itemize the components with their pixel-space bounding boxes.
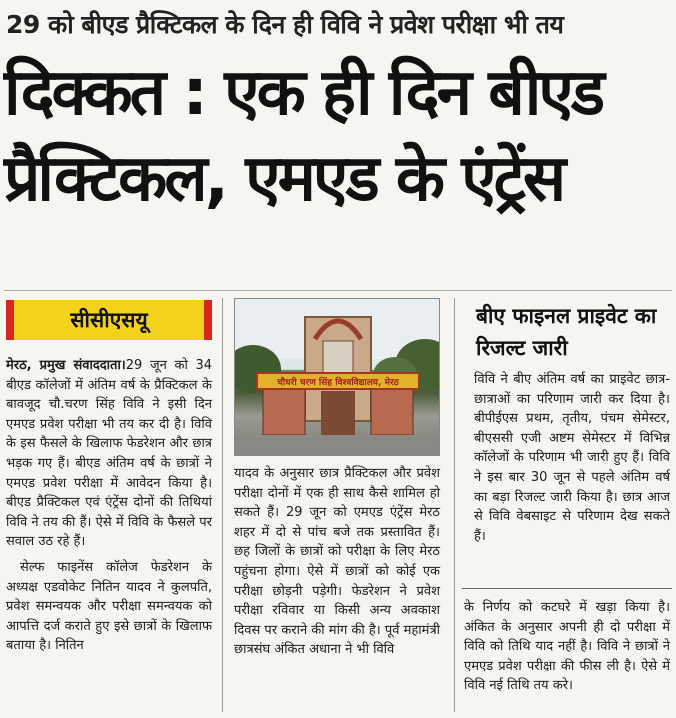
- university-gate-image: [235, 299, 440, 456]
- sidebar-title: बीए फाइनल प्राइवेट का रिजल्ट जारी: [476, 304, 657, 360]
- sidebar-rule: [462, 588, 672, 589]
- section-tag: सीसीएसयू: [6, 300, 212, 340]
- column-2: यादव के अनुसार छात्र प्रैक्टिकल और प्रवेश परीक्षा दोनों में एक ही साथ कैसे शामिल हो सकते हैं। 29 जून को एमएड एंट्रेंस मेरठ शहर में दो से पांच बजे तक प्रस्तावित हैं। छह जिलों के छात्रों को परीक्षा के लिए मेरठ पहुंचना होगा। ऐसे में छात्रों को कोई एक परीक्षा छोड़नी पड़ेगी। फेडरेशन ने प्रवेश परीक्षा रविवार या किसी अन्य अवकाश दिवस पर कराने की मांग की है। पूर्व महामंत्री छात्रसंघ अंकित अधाना ने भी विवि: [234, 466, 440, 658]
- column-3: के निर्णय को कटघरे में खड़ा किया है। अंकित के अनुसार अपनी ही दो परीक्षा में विवि को तिथि याद नहीं है। विवि ने छात्रों ने एमएड प्रवेश परीक्षा की फीस ली है। ऐसे में विवि नई तिथि तय करे।: [464, 600, 670, 694]
- article-text: 29 जून को 34 बीएड कॉलेजों में अंतिम वर्ष के प्रैक्टिकल के बावजूद चौ.चरण सिंह विवि ने इसी दिन एमएड प्रवेश परीक्षा भी तय कर दी है। विवि के इस फैसले के खिलाफ फेडरेशन और छात्र भड़क गए हैं। बीएड अंतिम वर्ष के छात्रों ने एमएड प्रवेश परीक्षा में आवेदन किया है। बीएड प्रैक्टिकल एवं एंट्रेंस दोनों की तिथियां विवि ने तय की हैं। ऐसे में विवि के फैसले पर सवाल उठ रहे हैं।: [6, 358, 212, 550]
- sidebar-body: विवि ने बीए अंतिम वर्ष का प्राइवेट छात्र-छात्राओं का परिणाम जारी कर दिया है। बीपीईएस प्रथम, तृतीय, पंचम सेमेस्टर, बीएससी एजी अष्टम सेमेस्टर में विभिन्न कॉलेजों के परिणाम भी जारी हुए हैं। विवि ने इस बार 30 जून से पहले अंतिम वर्ष का बड़ा रिजल्ट जारी किया है। छात्र आज से विवि वेबसाइट से परिणाम देख सकते हैं।: [474, 372, 670, 544]
- headline-line-2: प्रैक्टिकल, एमएड के एंट्रेंस: [4, 142, 564, 216]
- byline: मेरठ, प्रमुख संवाददाता।: [6, 358, 126, 373]
- kicker-line: 29 को बीएड प्रैक्टिकल के दिन ही विवि ने प्रवेश परीक्षा भी तय: [6, 10, 564, 39]
- column-1: [6, 356, 212, 656]
- gate-sign-text: चौधरी चरण सिंह विश्वविद्यालय, मेरठ: [277, 378, 399, 388]
- column-divider-2: [454, 298, 455, 712]
- article-paragraph: [6, 356, 212, 552]
- article-paragraph: सेल्फ फाइनेंस कॉलेज फेडरेशन के अध्यक्ष एडवोकेट नितिन यादव ने कुलपति, प्रवेश समन्वयक और परीक्षा समन्वयक को आपत्ति दर्ज कराते हुए इसे छात्रों के खिलाफ बताया है। नितिन: [6, 559, 212, 654]
- column-divider-1: [222, 298, 223, 712]
- news-photo: [234, 298, 440, 456]
- headline: [4, 50, 672, 222]
- headline-line-1: दिक्कत : एक ही दिन बीएड: [4, 56, 603, 130]
- headline-rule: [4, 290, 672, 291]
